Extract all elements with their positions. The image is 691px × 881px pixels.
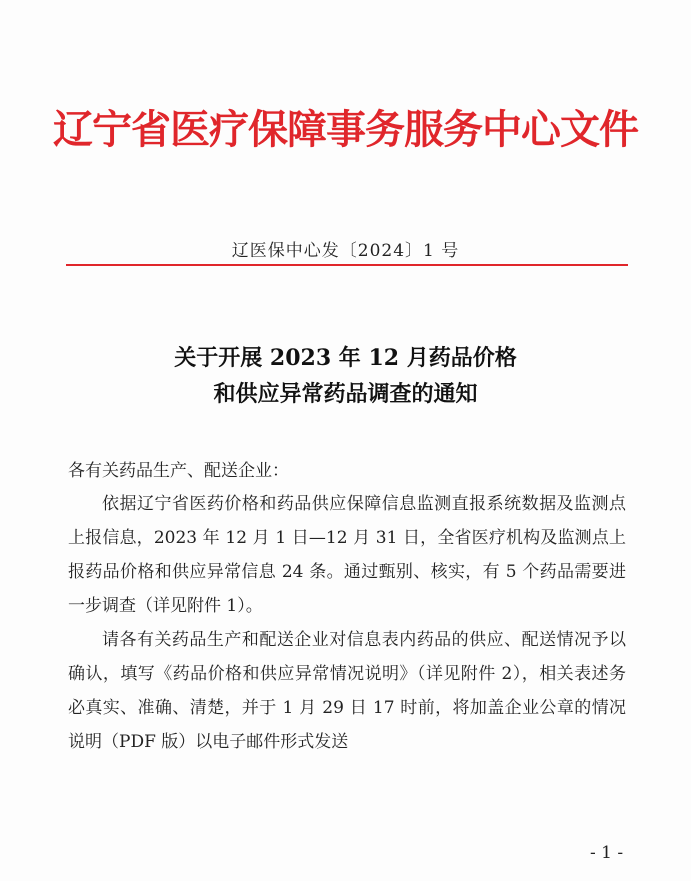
document-number: 辽医保中心发〔2024〕1 号: [231, 241, 460, 261]
salutation: 各有关药品生产、配送企业：: [68, 461, 289, 481]
body-paragraph-1: 依据辽宁省医药价格和药品供应保障信息监测直报系统数据及监测点上报信息，2023 年 12 月 1 日—12 月 31 日，全省医疗机构及监测点上报药品价格和供应异常信息 24 条。通过甄别、核实，有 5 个药品需要进一步调查（详见附件 1）。: [68, 494, 626, 616]
notice-title: [0, 340, 691, 412]
notice-title-line-1: 关于开展 2023 年 12 月药品价格: [174, 345, 517, 371]
body-paragraph-2: 请各有关药品生产和配送企业对信息表内药品的供应、配送情况予以确认，填写《药品价格和供应异常情况说明》（详见附件 2），相关表述务必真实、准确、清楚，并于 1 月 29 日 17 时前，将加盖企业公章的情况说明（PDF 版）以电子邮件形式发送: [68, 630, 626, 752]
body-text: [68, 487, 626, 759]
notice-title-line-2: 和供应异常药品调查的通知: [213, 381, 478, 407]
issuing-authority-title: 辽宁省医疗保障事务服务中心文件: [53, 107, 638, 153]
page-number: - 1 -: [590, 843, 624, 863]
red-divider-line: [66, 264, 628, 266]
